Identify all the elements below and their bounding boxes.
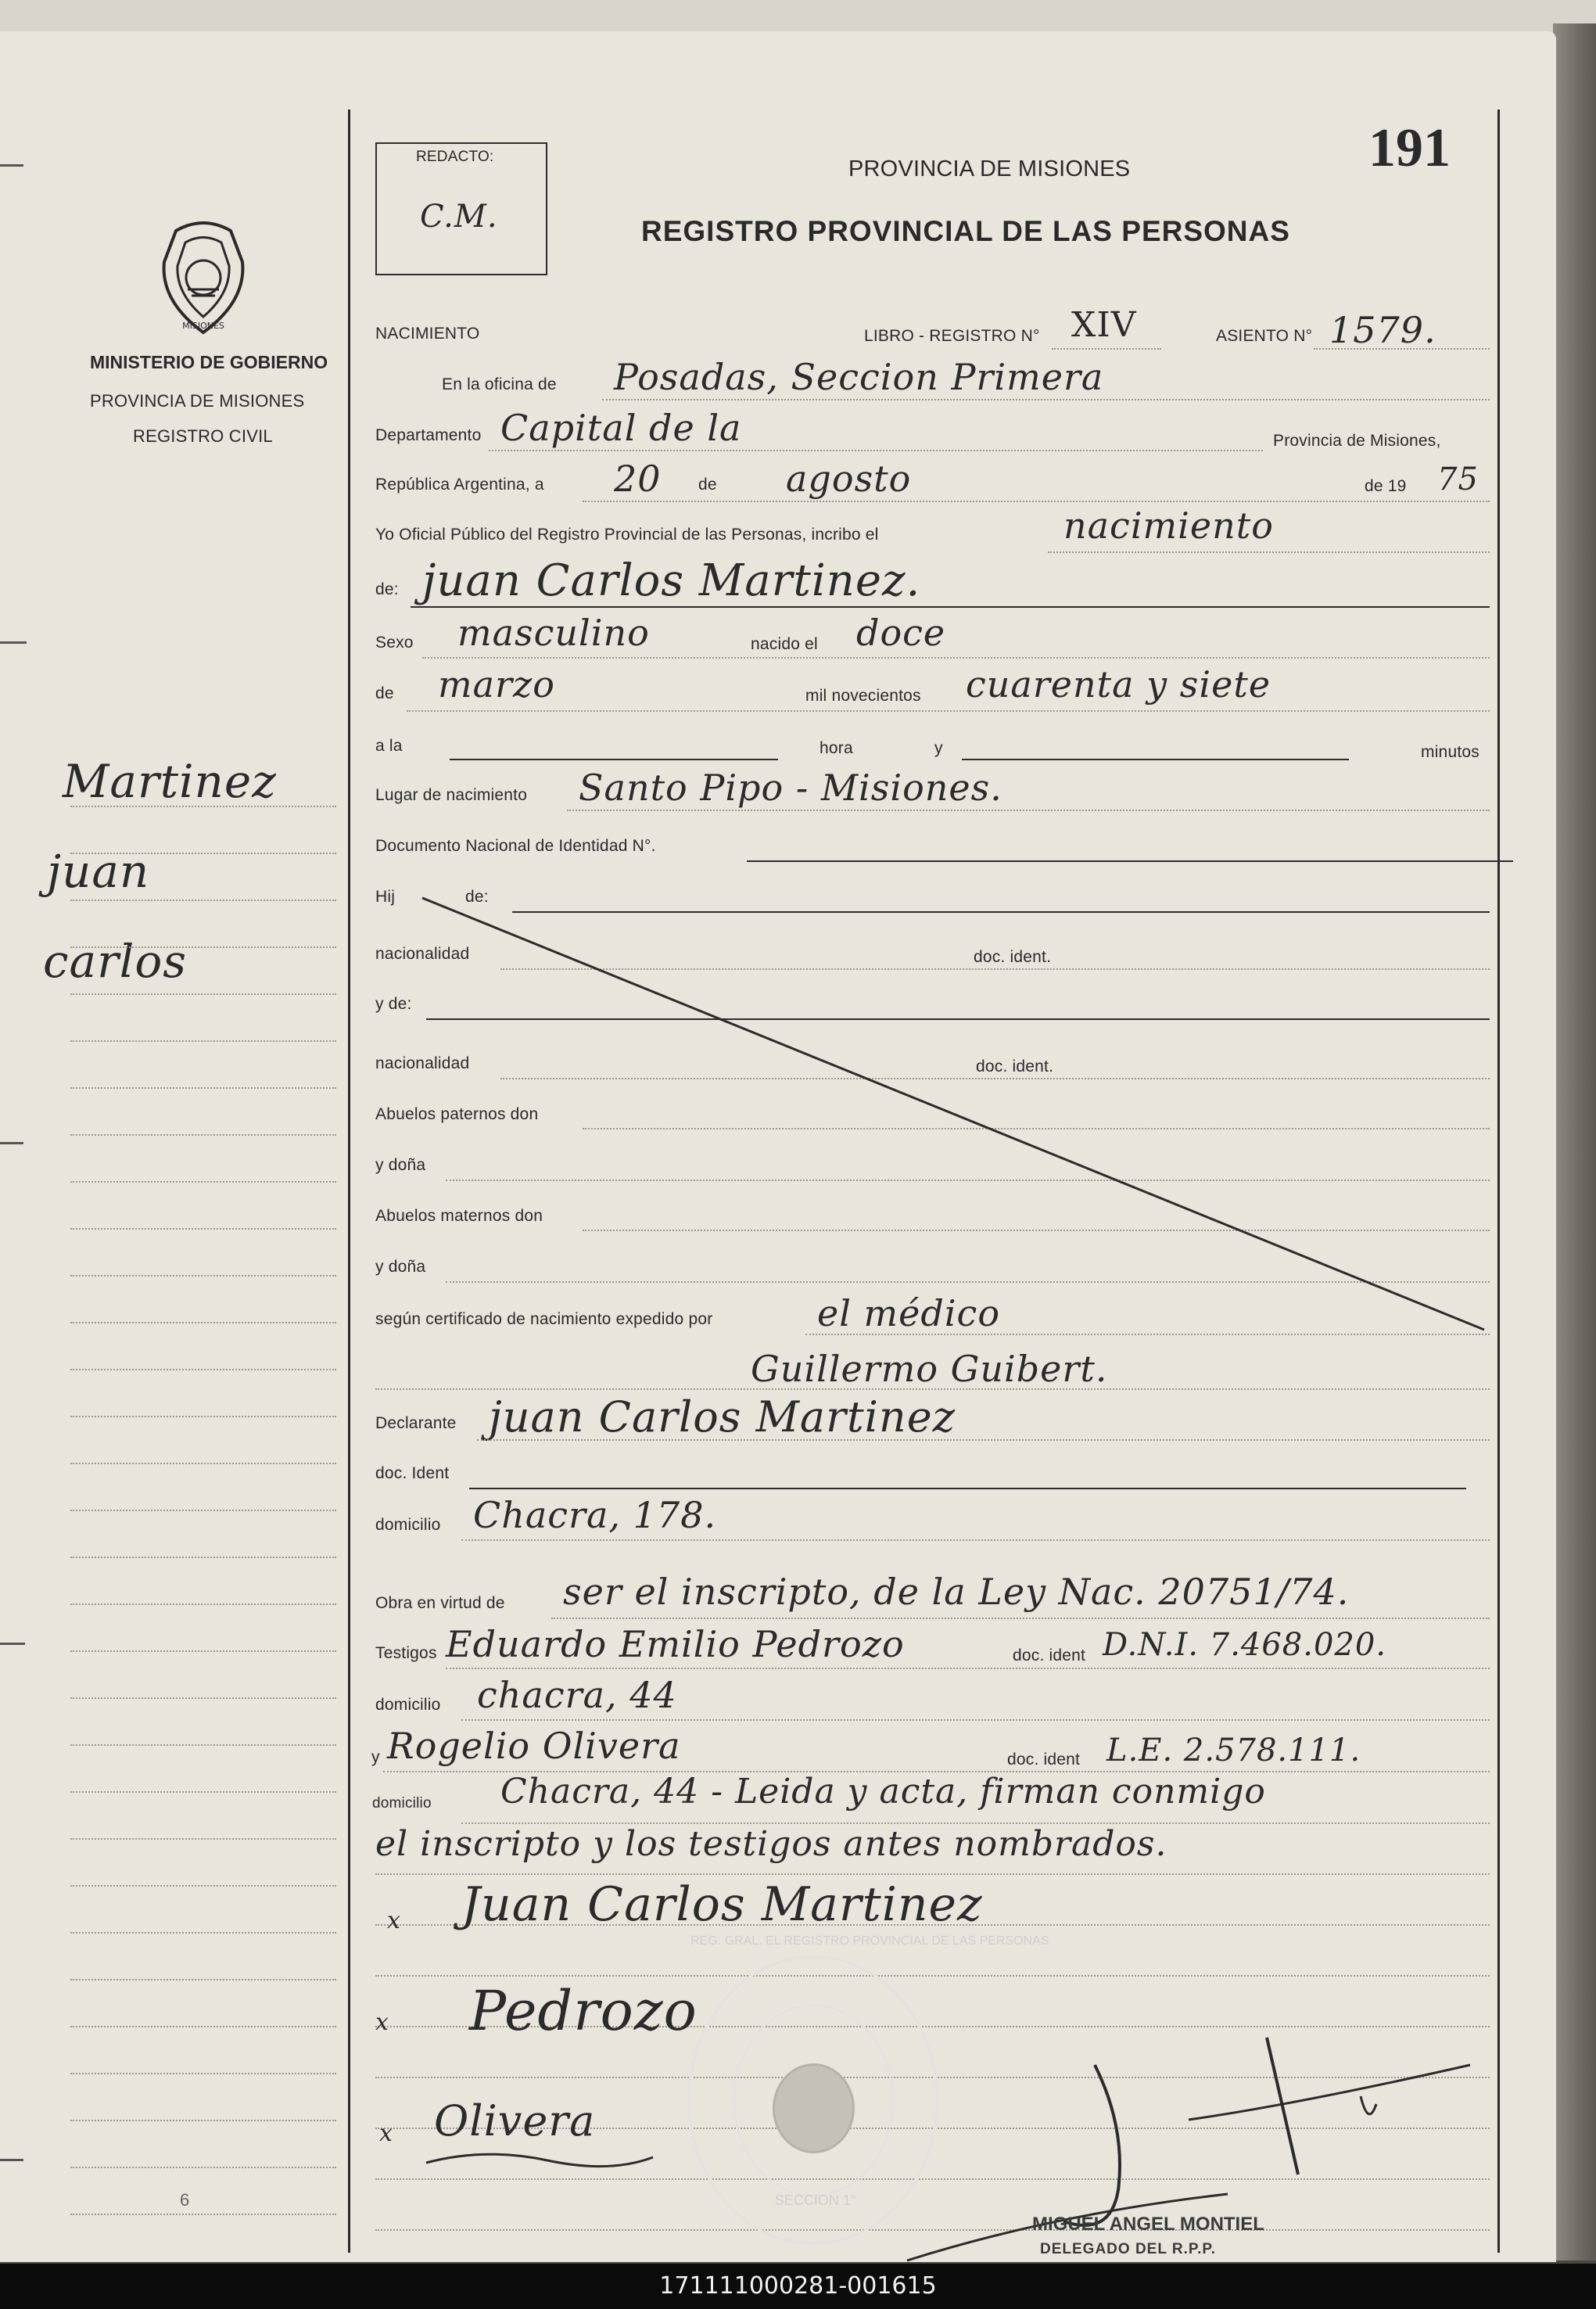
barcode-id: 171111000281-001615: [0, 2264, 1596, 2309]
asiento-label: ASIENTO N°: [1216, 327, 1313, 345]
docident-label: doc. ident.: [974, 948, 1052, 966]
cierre-value: el inscripto y los testigos antes nombrados.: [375, 1824, 1167, 1864]
testigos-label: Testigos: [375, 1644, 437, 1662]
departamento-label: Departamento: [375, 426, 482, 444]
mes-nac-value: marzo: [438, 663, 555, 706]
redacto-label: REDACTO:: [416, 149, 494, 165]
oficina-label: En la oficina de: [442, 375, 557, 393]
mes-value: agosto: [786, 458, 912, 500]
de2-label: de:: [375, 580, 399, 598]
stamp-core: [773, 2063, 855, 2153]
margin-page-mark: 6: [180, 2190, 190, 2210]
abuelos-paternos-label: Abuelos paternos don: [375, 1105, 539, 1123]
record-type: NACIMIENTO: [375, 325, 480, 343]
nacido-label: nacido el: [751, 635, 818, 653]
medico-value: Guillermo Guibert.: [751, 1348, 1108, 1390]
sig-mark: x: [375, 2009, 389, 2036]
page-edge-shadow: [1553, 23, 1596, 2261]
register-page: [0, 31, 1556, 2262]
nacionalidad-label: nacionalidad: [375, 1054, 470, 1072]
signature-witness-1: Pedrozo: [469, 1979, 698, 2043]
signature-witness-2-underline: [422, 2143, 657, 2174]
docident-label: doc. ident.: [976, 1058, 1054, 1075]
de-label: de: [698, 476, 717, 494]
emblem-civil-registry: REGISTRO CIVIL: [133, 426, 273, 446]
province-heading: PROVINCIA DE MISIONES: [848, 156, 1131, 181]
ydona-label: y doña: [375, 1156, 426, 1174]
stamp-ring-text: REG. GRAL. EL REGISTRO PROVINCIAL DE LAS PERSONAS: [690, 1934, 1049, 1948]
lugar-value: Santo Pipo - Misiones.: [579, 767, 1002, 809]
margin-given-name-1: juan: [47, 845, 150, 898]
anio-value: 75: [1437, 461, 1479, 497]
docident3-label: doc. ident: [1013, 1646, 1086, 1664]
margin-surname: Martinez: [63, 755, 277, 808]
testigo2-value: Rogelio Olivera: [387, 1725, 681, 1767]
docident4-label: doc. ident: [1007, 1751, 1081, 1769]
nacido-value: doce: [856, 612, 946, 654]
y2-label: y: [371, 1748, 380, 1766]
certificado-label: según certificado de nacimiento expedido por: [375, 1310, 713, 1328]
testigo1-doc: D.N.I. 7.468.020.: [1103, 1627, 1387, 1663]
official-name: MIGUEL ANGEL MONTIEL: [1032, 2214, 1264, 2235]
docident2-label: doc. Ident: [375, 1464, 450, 1482]
seal-text: MISIONES: [182, 321, 224, 331]
official-title: DELEGADO DEL R.P.P.: [1040, 2241, 1216, 2257]
provincia-label: Provincia de Misiones,: [1273, 432, 1441, 450]
domicilio3-value: Chacra, 44 - Leida y acta, firman conmigo: [500, 1772, 1266, 1812]
departamento-value: Capital de la: [500, 407, 742, 449]
lugar-label: Lugar de nacimiento: [375, 786, 528, 804]
libro-label: LIBRO - REGISTRO N°: [864, 327, 1040, 345]
declarante-value: juan Carlos Martinez: [489, 1392, 956, 1442]
de3-label: de: [375, 684, 394, 702]
obra-value: ser el inscripto, de la Ley Nac. 20751/74.: [563, 1571, 1350, 1613]
asiento-value: 1579.: [1329, 309, 1436, 351]
nacionalidad-label: nacionalidad: [375, 945, 470, 963]
libro-value: XIV: [1071, 305, 1137, 345]
domicilio-value: Chacra, 178.: [473, 1494, 717, 1536]
binder-strip: [0, 0, 1596, 34]
emblem-province: PROVINCIA DE MISIONES: [90, 391, 305, 411]
nombre-value: juan Carlos Martinez.: [422, 555, 921, 606]
sexo-value: masculino: [457, 612, 650, 654]
hora-label: hora: [820, 739, 853, 757]
domicilio-label: domicilio: [375, 1516, 441, 1534]
minutos-label: minutos: [1421, 743, 1479, 761]
mil-label: mil novecientos: [805, 687, 921, 705]
ydona-label: y doña: [375, 1258, 426, 1276]
sig-mark: x: [379, 2120, 393, 2147]
testigo1-value: Eduardo Emilio Pedrozo: [446, 1623, 905, 1665]
margin-given-name-2: carlos: [43, 935, 188, 988]
sig-mark: x: [387, 1907, 401, 1934]
y-label: y: [934, 739, 943, 757]
sexo-label: Sexo: [375, 634, 414, 652]
anio-prefix: de 19: [1365, 477, 1407, 495]
dni-label: Documento Nacional de Identidad N°.: [375, 837, 656, 855]
domicilio3-label: domicilio: [372, 1795, 432, 1812]
ala-label: a la: [375, 737, 403, 755]
domicilio2-label: domicilio: [375, 1696, 441, 1714]
certificado-value: el médico: [817, 1292, 1001, 1334]
ministry-label: MINISTERIO DE GOBIERNO: [90, 352, 328, 372]
stamp-sub-text: SECCION 1°: [774, 2192, 857, 2208]
republica-label: República Argentina, a: [375, 476, 544, 494]
testigo2-doc: L.E. 2.578.111.: [1106, 1733, 1361, 1769]
oficina-value: Posadas, Seccion Primera: [614, 356, 1104, 398]
obra-label: Obra en virtud de: [375, 1594, 505, 1612]
declarante-label: Declarante: [375, 1414, 457, 1432]
signature-witness-2: Olivera: [434, 2096, 596, 2146]
domicilio2-value: chacra, 44: [477, 1674, 677, 1716]
anio-nac-value: cuarenta y siete: [966, 663, 1271, 706]
abuelos-maternos-label: Abuelos maternos don: [375, 1207, 543, 1225]
oficial-label: Yo Oficial Público del Registro Provincial de las Personas, incribo el: [375, 526, 879, 544]
yde-label: y de:: [375, 995, 412, 1013]
dia-value: 20: [614, 458, 662, 500]
signature-declarant: Juan Carlos Martinez: [461, 1877, 983, 1932]
registry-title: REGISTRO PROVINCIAL DE LAS PERSONAS: [641, 215, 1290, 247]
redacto-value: C.M.: [420, 199, 498, 235]
acto-value: nacimiento: [1063, 505, 1274, 547]
page-number: 191: [1368, 118, 1451, 178]
hij-label: Hij: [375, 888, 396, 906]
de4-label: de:: [465, 888, 489, 906]
